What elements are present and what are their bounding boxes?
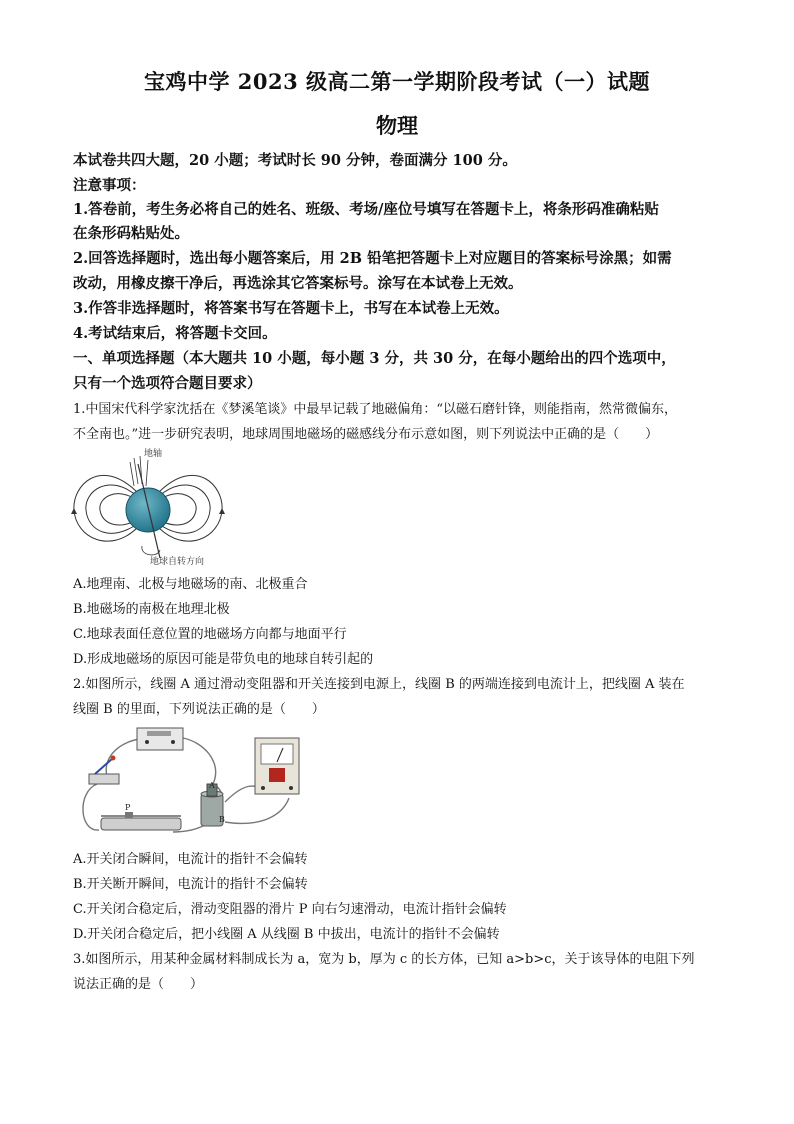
notice-line: 1.答卷前，考生务必将自己的姓名、班级、考场/座位号填写在答题卡上，将条形码准确粘贴 — [73, 201, 659, 218]
notice-line: 4.考试结束后，将答题卡交回。 — [73, 325, 277, 342]
earth-globe — [126, 488, 170, 532]
earth-axis-label: 地轴 — [144, 449, 163, 459]
subject-title: 物理 — [376, 113, 418, 138]
coil-a-label: A — [209, 781, 215, 790]
question-stem: 不全南也。”进一步研究表明，地球周围地磁场的磁感线分布示意如图，则下列说法中正确的是（ ） — [73, 427, 659, 442]
earth-rotation-label: 地球自转方向 — [150, 557, 205, 567]
exam-title: 宝鸡中学 2023 级高二第一学期阶段考试（一）试题 — [143, 69, 651, 94]
notice-line: 在条形码粘贴处。 — [73, 225, 189, 242]
notice-line: 3.作答非选择题时，将答案书写在答题卡上，书写在本试卷上无效。 — [73, 300, 509, 317]
notice-line: 改动，用橡皮擦干净后，再选涂其它答案标号。涂写在本试卷上无效。 — [73, 275, 523, 292]
notice-heading: 注意事项： — [73, 177, 146, 194]
question-stem: 说法正确的是（ ） — [73, 977, 204, 992]
section-heading: 只有一个选项符合题目要求） — [73, 375, 262, 392]
answer-option: B.地磁场的南极在地理北极 — [73, 602, 230, 617]
switch — [89, 774, 119, 784]
answer-option: D.开关闭合稳定后，把小线圈 A 从线圈 B 中拔出，电流计的指针不会偏转 — [73, 927, 500, 942]
answer-option: B.开关断开瞬间，电流计的指针不会偏转 — [73, 877, 308, 892]
slider-p-label: P — [125, 803, 131, 812]
notice-line: 2.回答选择题时，选出每小题答案后，用 2B 铅笔把答题卡上对应题目的答案标号涂黑；如需 — [73, 250, 672, 267]
answer-option: C.地球表面任意位置的地磁场方向都与地面平行 — [73, 627, 347, 642]
question-stem: 1.中国宋代科学家沈括在《梦溪笔谈》中最早记载了地磁偏角：“以磁石磨针锋，则能指南，然常微偏东， — [73, 402, 678, 417]
rheostat — [101, 818, 181, 830]
answer-option: C.开关闭合稳定后，滑动变阻器的滑片 P 向右匀速滑动，电流计指针会偏转 — [73, 902, 507, 917]
question-stem: 2.如图所示，线圈 A 通过滑动变阻器和开关连接到电源上，线圈 B 的两端连接到电流计上，把线圈 A 装在 — [73, 677, 685, 692]
question-stem: 线圈 B 的里面，下列说法正确的是（ ） — [73, 702, 325, 717]
answer-option: A.开关闭合瞬间，电流计的指针不会偏转 — [73, 852, 308, 867]
section-heading: 一、单项选择题（本大题共 10 小题，每小题 3 分，共 30 分，在每小题给出的四个选项中， — [73, 350, 676, 367]
earth-magnetic-field-figure — [70, 446, 230, 568]
coil-b-label: B — [219, 815, 225, 824]
answer-option: A.地理南、北极与地磁场的南、北极重合 — [73, 577, 308, 592]
induction-circuit-figure — [73, 722, 313, 844]
answer-option: D.形成地磁场的原因可能是带负电的地球自转引起的 — [73, 652, 374, 667]
exam-summary: 本试卷共四大题，20 小题；考试时长 90 分钟，卷面满分 100 分。 — [73, 152, 517, 169]
question-stem: 3.如图所示，用某种金属材料制成长为 a，宽为 b，厚为 c 的长方体，已知 a>b>c，关于该导体的电阻下列 — [73, 952, 695, 967]
